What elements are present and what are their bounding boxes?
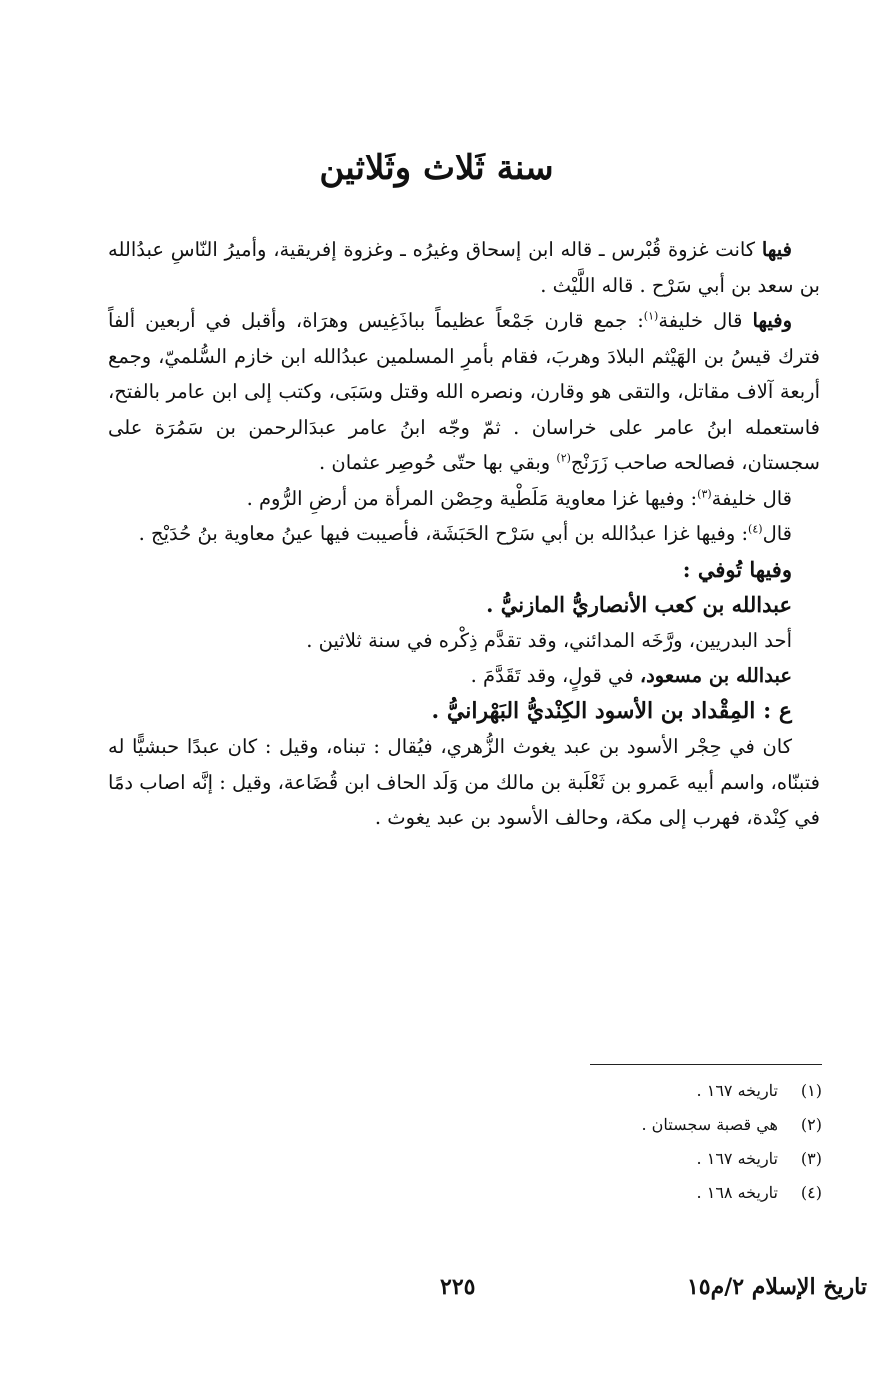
paragraph-2-text-b: : جمع قارن جَمْعاً عظيماً بباذَغِيس وهرَاة، وأقبل في أربعين ألفاً فترك قيسُ بن الهَيْثم البلادَ وهربَ، فقام بأمرِ المسلمين عبدُالله ابن خازم السُّلميّ، وجمع أربعة آلاف مقاتل، والتقى هو وقارن، ونصره الله وقتل وسَبَى، وكتب إلى ابن عامر بالفتح، فاستعمله ابنُ عامر على خراسان . ثمّ وجّه ابنُ عامر عبدَالرحمن بن سَمُرَة على سجستان، فصالحه صاحب زَرَنْج	[108, 309, 820, 474]
main-text	[108, 232, 820, 836]
footnote-text: هي قصبة سجستان .	[641, 1115, 778, 1134]
paragraph-2-lead: وفيها	[752, 309, 792, 332]
footnote	[108, 1176, 822, 1210]
footnote	[108, 1108, 822, 1142]
paragraph-3-text-b: : وفيها غزا معاوية مَلَطْية وحِصْن المرأة من أرضِ الرُّوم .	[246, 486, 698, 510]
paragraph-4-text-a: قال	[762, 522, 792, 545]
section-heading-deaths: وفيها تُوفي :	[682, 556, 792, 582]
page-title: سنة ثَلاث وثَلاثين	[319, 148, 554, 188]
footnote-text: تاريخه ١٦٨ .	[696, 1183, 778, 1202]
paragraph-3	[108, 481, 820, 517]
footnote-divider	[590, 1064, 822, 1065]
entry-heading-abdullah-bin-masud: عبدالله بن مسعود،	[639, 664, 792, 687]
running-title: تاريخ الإسلام ٢/م١٥	[686, 1274, 867, 1300]
footnote-text: تاريخه ١٦٧ .	[696, 1149, 778, 1168]
footnote	[108, 1074, 822, 1108]
footnote-ref-4: (٤)	[748, 522, 763, 536]
footnotes	[108, 1074, 822, 1210]
paragraph-2	[108, 303, 820, 481]
paragraph-2-text-c: وبقي بها حتّى حُوصِر عثمان .	[319, 451, 557, 474]
entry-heading-miqdad: ع : المِقْداد بن الأسود الكِنْديُّ البَهْرانيُّ .	[431, 697, 792, 724]
paragraph-3-text-a: قال خليفة	[711, 486, 792, 510]
footnote-text: تاريخه ١٦٧ .	[696, 1081, 778, 1100]
paragraph-1-lead: فيها	[761, 238, 792, 261]
paragraph-7: كان في حِجْر الأسود بن عبد يغوث الزُّهري، فيُقال : تبناه، وقيل : كان عبدًا حبشيًّا له فتبنّاه، واسم أبيه عَمرو بن ثَعْلَبة بن مالك من وَلَد الحاف ابن قُضَاعة، وقيل : إنَّه اصاب دمًا في كِنْدة، فهرب إلى مكة، وحالف الأسود بن عبد يغوث .	[108, 735, 820, 829]
page-footer	[0, 1274, 873, 1314]
footnote-ref-1: (١)	[643, 309, 659, 323]
footnote-ref-2: (٢)	[556, 451, 571, 465]
paragraph-5: أحد البدريين، ورَّخَه المدائني، وقد تقدَّم ذِكْره في سنة ثلاثين .	[306, 628, 792, 652]
paragraph-6-text: في قولٍ، وقد تَقَدَّمَ .	[470, 664, 640, 687]
paragraph-4-text-b: : وفيها غزا عبدُالله بن أبي سَرْح الحَبَشَة، فأصيبت فيها عينُ معاوية بنُ حُدَيْج .	[138, 522, 749, 545]
paragraph-1	[108, 232, 820, 303]
footnote-number: (٤)	[800, 1183, 822, 1202]
paragraph-1-text: كانت غزوة قُبْرس ـ قاله ابن إسحاق وغيرُه ـ وغزوة إفريقية، وأميرُ النّاسِ عبدُالله بن سعد بن أبي سَرْح . قاله اللَّيْث .	[108, 238, 820, 297]
page-number: ٢٢٥	[440, 1274, 476, 1300]
footnote-number: (٢)	[800, 1115, 822, 1134]
paragraph-4	[108, 516, 820, 552]
paragraph-6	[108, 658, 820, 694]
footnote	[108, 1142, 822, 1176]
footnote-number: (٣)	[800, 1149, 822, 1168]
entry-heading-abdullah-bin-kaab: عبدالله بن كعب الأنصاريُّ المازنيُّ .	[486, 592, 792, 617]
footnote-ref-3: (٣)	[697, 487, 712, 500]
footnote-number: (١)	[800, 1081, 822, 1100]
paragraph-2-text-a: قال خليفة	[658, 309, 753, 332]
